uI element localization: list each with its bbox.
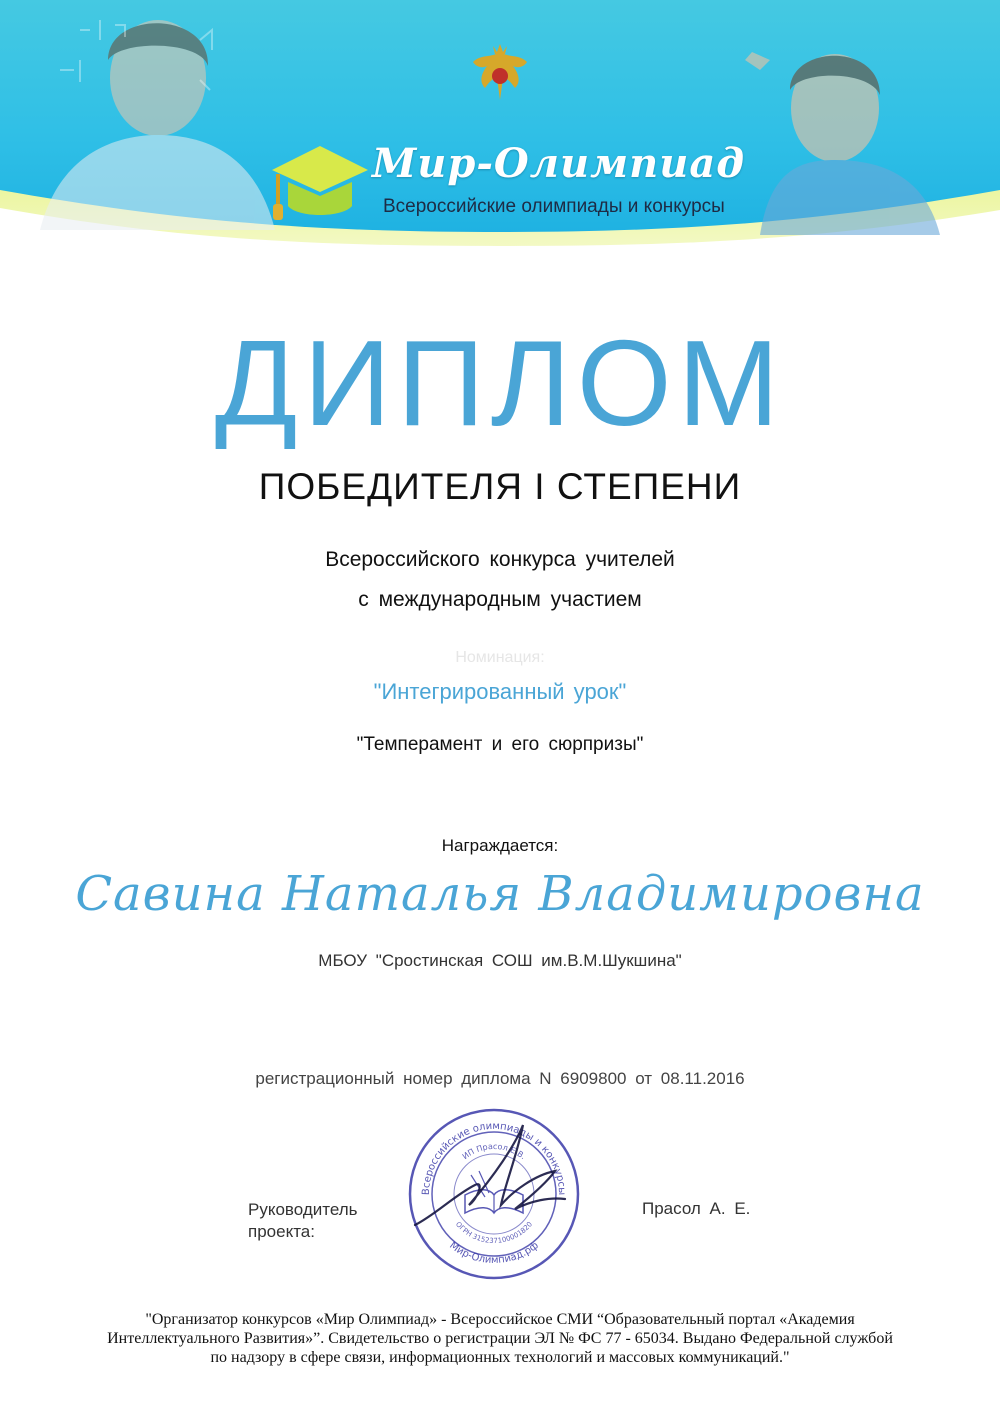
work-title: "Темперамент и его сюрпризы": [356, 734, 644, 755]
svg-text:ОГРН 315237100001820: [454, 1220, 534, 1245]
registration-number: регистрационный номер диплома N 6909800 от 08.11.2016: [255, 1069, 745, 1088]
header-banner: [0, 0, 1000, 330]
logo-subtitle: Всероссийские олимпиады и конкурсы: [383, 196, 725, 217]
russian-coat-of-arms-icon: [463, 38, 537, 112]
footer-line-3: по надзору в сфере связи, информационных технологий и массовых коммуникаций.": [210, 1349, 790, 1366]
logo-title: Мир-Олимпиад: [372, 140, 746, 187]
stamp-text-top: Всероссийские олимпиады и конкурсы: [420, 1120, 568, 1196]
nomination-label: Номинация:: [455, 649, 545, 666]
diploma-degree: ПОБЕДИТЕЛЯ I СТЕПЕНИ: [258, 466, 742, 507]
official-stamp: [405, 1105, 583, 1283]
award-label: Награждается:: [441, 836, 559, 855]
recipient-name: Савина Наталья Владимировна: [75, 866, 925, 922]
school-name: МБОУ "Сростинская СОШ им.В.М.Шукшина": [318, 951, 682, 970]
signature-name: Прасол А. Е.: [642, 1199, 751, 1218]
stamp-text-ip: ИП Прасол Е.В.: [460, 1141, 528, 1162]
graduation-cap-icon: [262, 136, 372, 228]
signature-role-line-1: Руководитель: [248, 1200, 358, 1219]
stamp-text-bottom: Мир-Олимпиад.рф: [447, 1240, 541, 1267]
footer-line-1: "Организатор конкурсов «Мир Олимпиад» - Всероссийское СМИ “Образовательный портал «Академия: [145, 1311, 855, 1328]
nomination-value: "Интегрированный урок": [373, 679, 627, 704]
organizer-footer: [60, 1310, 940, 1367]
contest-line-1: Всероссийского конкурса учителей: [325, 548, 675, 571]
signature-role: [248, 1199, 398, 1243]
stamp-text-ogrn: ОГРН 315237100001820: [453, 1220, 535, 1246]
diploma-title: ДИПЛОМ: [214, 315, 786, 451]
contest-line-2: с международным участием: [358, 588, 642, 611]
footer-line-2: Интеллектуального Развития»”. Свидетельство о регистрации ЭЛ № ФС 77 - 65034. Выдано Федеральной службой: [107, 1330, 893, 1347]
signature-role-line-2: проекта:: [248, 1222, 315, 1241]
contest-name: [0, 540, 1000, 620]
